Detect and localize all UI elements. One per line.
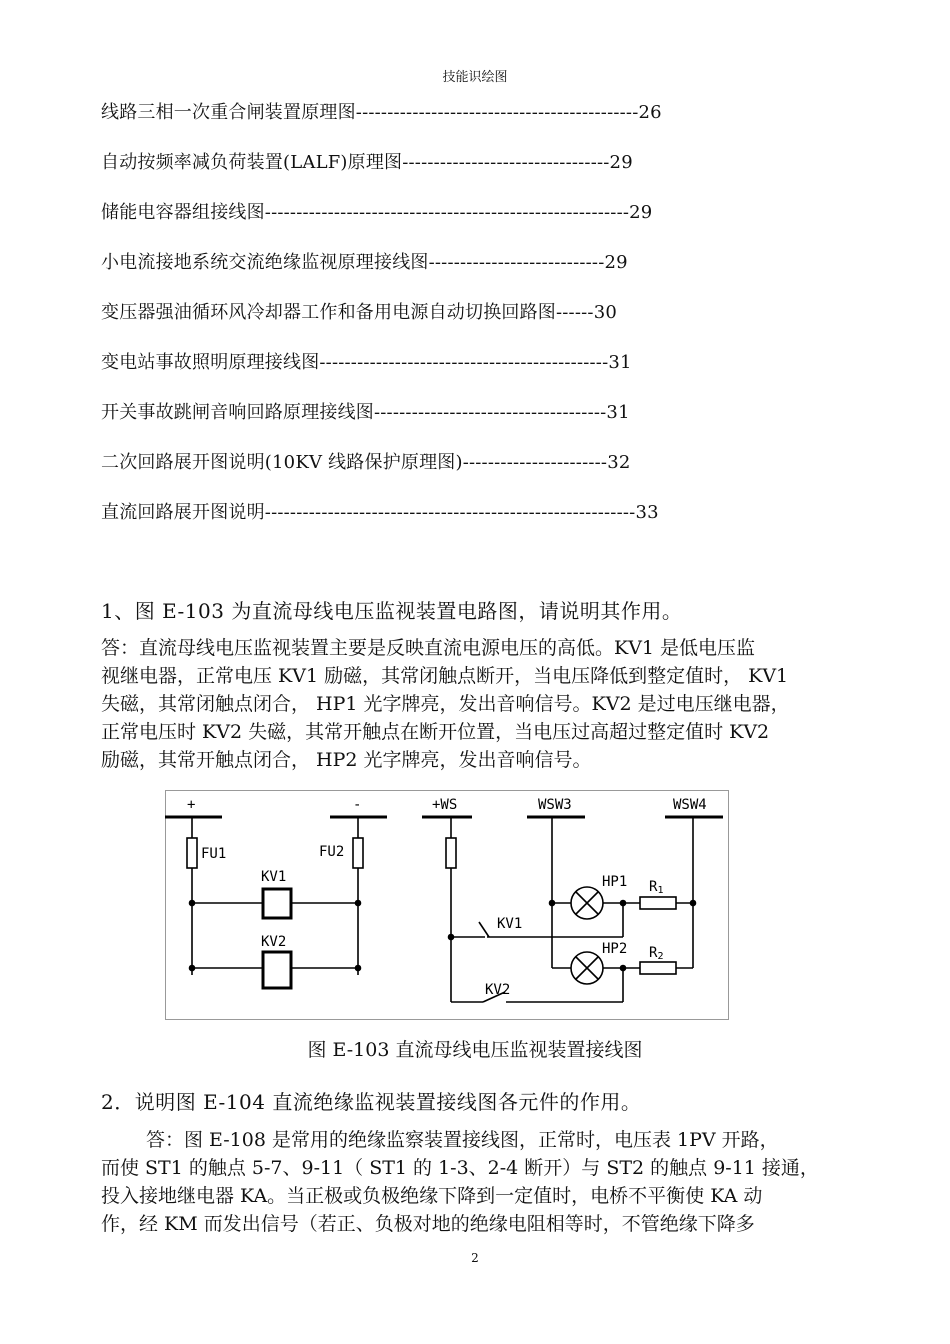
bus-ws-label: +WS xyxy=(432,797,458,813)
question-1: 1、图 E-103 为直流母线电压监视装置电路图，请说明其作用。 xyxy=(101,599,683,623)
resistor-r1-letter: R xyxy=(649,879,658,895)
relay-kv1-label: KV1 xyxy=(261,869,287,885)
toc-item: 小电流接地系统交流绝缘监视原理接线图----------------------------29 xyxy=(101,252,628,273)
resistor-r1-sub: 1 xyxy=(657,885,664,896)
lamp-hp2-label: HP2 xyxy=(602,941,628,957)
page-number: 2 xyxy=(471,1251,479,1265)
contact-kv1-label: KV1 xyxy=(497,916,523,932)
answer-1 xyxy=(101,634,861,774)
answer-line: 答：图 E-108 是常用的绝缘监察装置接线图，正常时，电压表 1PV 开路， xyxy=(146,1129,779,1151)
toc-item: 线路三相一次重合闸装置原理图---------------------------------------------26 xyxy=(101,102,662,123)
toc-item: 直流回路展开图说明-----------------------------------------------------------33 xyxy=(101,502,659,523)
fuse-fu2-label: FU2 xyxy=(319,844,345,860)
toc-item: 二次回路展开图说明(10KV 线路保护原理图)-----------------------32 xyxy=(101,452,631,473)
resistor-r2-label xyxy=(649,945,663,962)
question-2: 2．说明图 E-104 直流绝缘监视装置接线图各元件的作用。 xyxy=(101,1090,642,1114)
answer-line: 答：直流母线电压监视装置主要是反映直流电源电压的高低。KV1 是低电压监 xyxy=(101,637,756,659)
answer-line: 正常电压时 KV2 失磁，其常开触点在断开位置，当电压过高超过整定值时 KV2 xyxy=(101,721,770,743)
resistor-r1-label xyxy=(649,879,663,896)
bus-minus-label: - xyxy=(353,797,362,813)
toc-item: 变电站事故照明原理接线图----------------------------------------------31 xyxy=(101,352,632,373)
bus-wsw3-label: WSW3 xyxy=(538,797,572,813)
fuse-fu1-label: FU1 xyxy=(201,846,227,862)
answer-line: 失磁，其常闭触点闭合， HP1 光字牌亮，发出音响信号。KV2 是过电压继电器， xyxy=(101,693,790,715)
bus-plus-label: + xyxy=(187,797,196,813)
toc-item: 变压器强油循环风冷却器工作和备用电源自动切换回路图------30 xyxy=(101,302,617,323)
answer-line: 励磁，其常开触点闭合， HP2 光字牌亮，发出音响信号。 xyxy=(101,749,592,771)
answer-line: 作，经 KM 而发出信号（若正、负极对地的绝缘电阻相等时，不管绝缘下降多 xyxy=(101,1213,755,1235)
figure-caption: 图 E-103 直流母线电压监视装置接线图 xyxy=(307,1039,643,1061)
toc-item: 储能电容器组接线图----------------------------------------------------------29 xyxy=(101,202,653,223)
page-header: 技能识绘图 xyxy=(442,70,508,85)
resistor-r2-letter: R xyxy=(649,945,658,961)
toc-item: 开关事故跳闸音响回路原理接线图-------------------------------------31 xyxy=(101,402,630,423)
relay-kv2-label: KV2 xyxy=(261,934,287,950)
answer-line: 视继电器，正常电压 KV1 励磁，其常闭触点断开，当电压降低到整定值时， KV1 xyxy=(101,665,789,687)
toc-item: 自动按频率减负荷装置(LALF)原理图---------------------------------29 xyxy=(101,152,633,173)
contact-kv2-label: KV2 xyxy=(485,982,511,998)
answer-line: 而使 ST1 的触点 5-7、9-11（ ST1 的 1-3、2-4 断开）与 ST2 的触点 9-11 接通， xyxy=(101,1157,819,1179)
answer-line: 投入接地继电器 KA。当正极或负极绝缘下降到一定值时，电桥不平衡使 KA 动 xyxy=(101,1185,763,1207)
circuit-diagram xyxy=(165,790,729,1020)
resistor-r2-sub: 2 xyxy=(657,951,664,962)
bus-wsw4-label: WSW4 xyxy=(673,797,707,813)
answer-2 xyxy=(101,1126,861,1238)
lamp-hp1-label: HP1 xyxy=(602,874,628,890)
